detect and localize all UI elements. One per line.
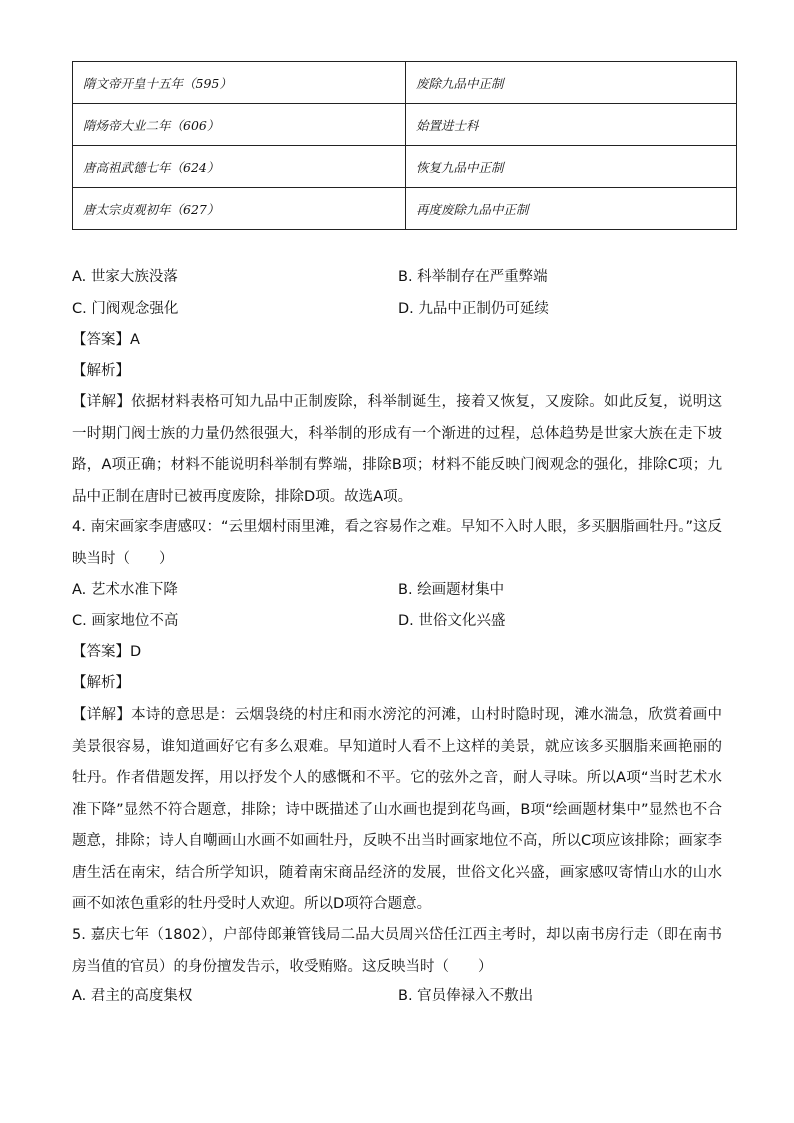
q3-option-a: A. 世家大族没落 — [72, 269, 178, 285]
table-row — [73, 62, 737, 104]
q4-option-c: C. 画家地位不高 — [72, 613, 179, 629]
table-cell-period: 唐太宗贞观初年（627） — [73, 188, 406, 230]
q5-option-b: B. 官员俸禄入不敷出 — [398, 988, 534, 1004]
q5-stem: 5. 嘉庆七年（1802），户部侍郎兼管钱局二品大员周兴岱任江西主考时，却以南书房行走（即在南书房当值的官员）的身份擅发告示，收受贿赂。这反映当时（ ） — [72, 927, 722, 975]
q3-option-c: C. 门阀观念强化 — [72, 301, 179, 317]
q4-answer: 【答案】D — [72, 644, 142, 660]
q4-option-a: A. 艺术水准下降 — [72, 582, 178, 598]
q4-detail: 【详解】本诗的意思是：云烟袅绕的村庄和雨水滂沱的河滩，山村时隐时现，滩水湍急，欣赏着画中美景很容易，谁知道画好它有多么艰难。早知道时人看不上这样的美景，就应该多买胭脂来画艳丽的牡丹。作者借题发挥，用以抒发个人的感慨和不平。它的弦外之音，耐人寻味。所以A项“当时艺术水准下降”显然不符合题意，排除；诗中既描述了山水画也提到花鸟画，B项“绘画题材集中”显然也不合题意，排除；诗人自嘲画山水画不如画牡丹，反映不出当时画家地位不高，所以C项应该排除；画家李唐生活在南宋，结合所学知识，随着南宋商品经济的发展，世俗文化兴盛，画家感叹寄情山水的山水画不如浓色重彩的牡丹受时人欢迎。所以D项符合题意。 — [72, 707, 722, 912]
table-cell-event: 再度废除九品中正制 — [406, 188, 737, 230]
table-cell-period: 唐高祖武德七年（624） — [73, 146, 406, 188]
q4-stem: 4. 南宋画家李唐感叹：“云里烟村雨里滩，看之容易作之难。早知不入时人眼，多买胭脂画牡丹。”这反映当时（ ） — [72, 519, 722, 567]
q5-option-a: A. 君主的高度集权 — [72, 988, 193, 1004]
q3-answer: 【答案】A — [72, 332, 140, 348]
q3-detail: 【详解】依据材料表格可知九品中正制废除，科举制诞生，接着又恢复，又废除。如此反复，说明这一时期门阀士族的力量仍然很强大，科举制的形成有一个渐进的过程，总体趋势是世家大族在走下坡路，A项正确；材料不能说明科举制有弊端，排除B项；材料不能反映门阀观念的强化，排除C项；九品中正制在唐时已被再度废除，排除D项。故选A项。 — [72, 394, 722, 505]
table-cell-period: 隋炀帝大业二年（606） — [73, 104, 406, 146]
table-row — [73, 104, 737, 146]
q4-option-b: B. 绘画题材集中 — [398, 582, 505, 598]
table-row — [73, 188, 737, 230]
q4-option-d: D. 世俗文化兴盛 — [398, 613, 506, 629]
table-cell-event: 废除九品中正制 — [406, 62, 737, 104]
q3-option-d: D. 九品中正制仍可延续 — [398, 301, 549, 317]
q4-analysis-heading: 【解析】 — [72, 675, 130, 691]
q3-option-b: B. 科举制存在严重弊端 — [398, 269, 548, 285]
table-row — [73, 146, 737, 188]
events-table — [72, 61, 737, 230]
table-cell-event: 始置进士科 — [406, 104, 737, 146]
table-cell-event: 恢复九品中正制 — [406, 146, 737, 188]
q3-analysis-heading: 【解析】 — [72, 363, 130, 379]
table-cell-period: 隋文帝开皇十五年（595） — [73, 62, 406, 104]
